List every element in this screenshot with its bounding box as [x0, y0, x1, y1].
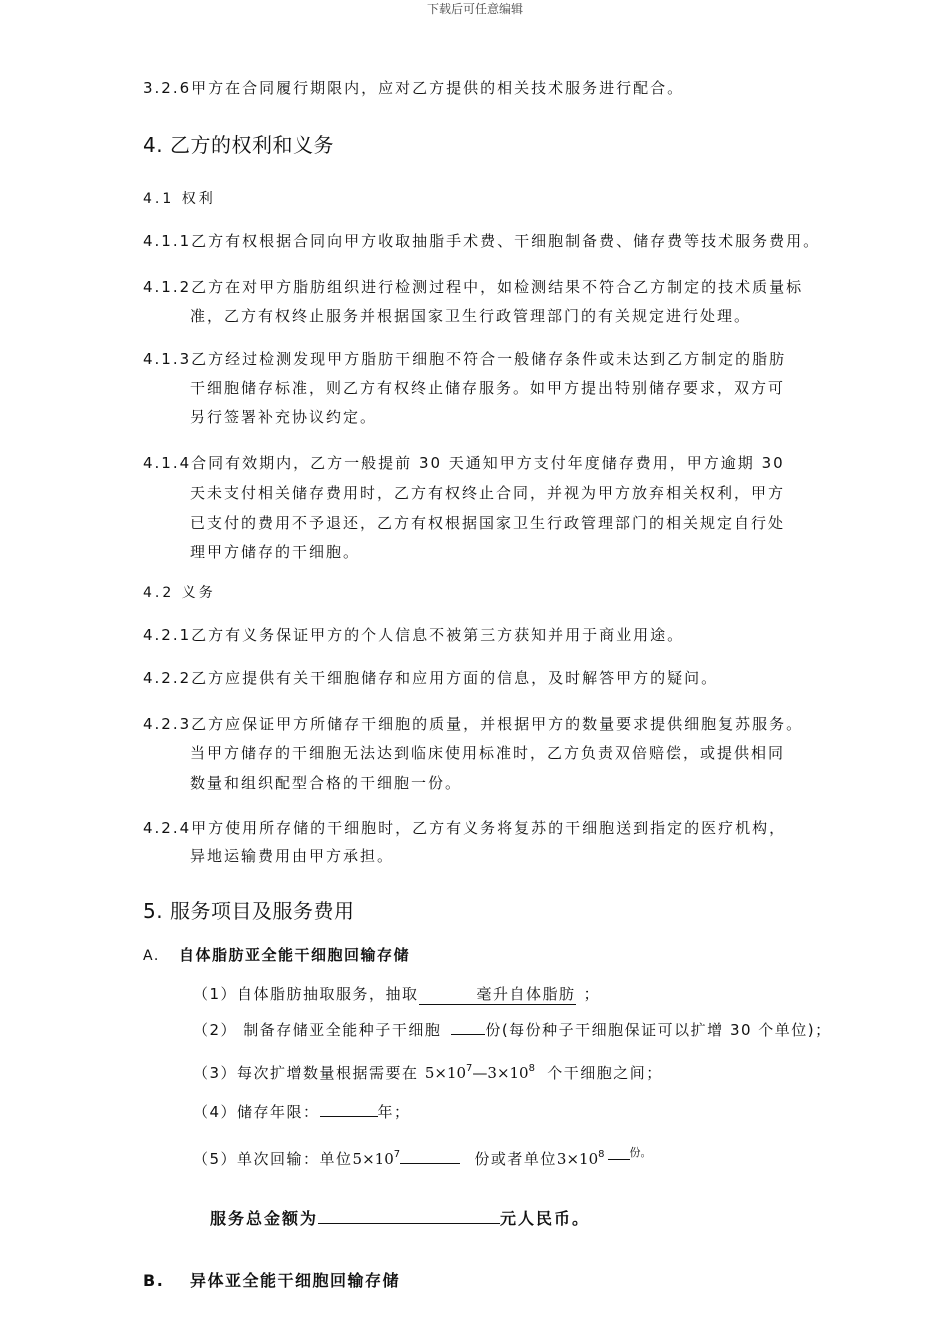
clause-text: 乙方应保证甲方所储存干细胞的质量，并根据甲方的数量要求提供细胞复苏服务。 [191, 715, 804, 733]
item-2-quantity-blank[interactable] [451, 1034, 485, 1035]
total-label: 服务总金额为 [210, 1209, 319, 1228]
clause-number: 4.2.4 [143, 819, 192, 837]
page-header: 下载后可任意编辑 [426, 2, 523, 16]
clause-4-1-4-line2: 天未支付相关储存费用时，乙方有权终止合同，并视为甲方放弃相关权利，甲方 [190, 484, 786, 502]
clause-4-1-4 [143, 452, 813, 473]
clause-4-2-1 [143, 624, 813, 645]
item-3-exp-high: 8 [528, 1063, 535, 1074]
clause-text: 乙方在对甲方脂肪组织进行检测过程中，如检测结果不符合乙方制定的技术质量标 [191, 278, 804, 296]
item-1-text: （1）自体脂肪抽取服务，抽取 [193, 985, 419, 1003]
clause-text: 甲方使用所存储的干细胞时，乙方有义务将复苏的干细胞送到指定的医疗机构， [191, 819, 787, 837]
clause-text: 乙方应提供有关干细胞储存和应用方面的信息，及时解答甲方的疑问。 [191, 669, 719, 687]
clause-number: 3.2.6 [143, 79, 192, 97]
clause-4-1-3 [143, 348, 813, 369]
clause-4-1-4-line4: 理甲方储存的干细胞。 [190, 543, 361, 561]
item-5-unit-low: 5×10 [352, 1150, 394, 1168]
clause-4-2-4 [143, 817, 813, 838]
subsection-4-1-label: 4.1 权利 [143, 191, 216, 207]
item-5-end: 份。 [629, 1146, 652, 1159]
service-a-item-1 [193, 983, 600, 1005]
clause-number: 4.1.4 [143, 454, 192, 472]
section-5-title: 5. 服务项目及服务费用 [143, 899, 355, 923]
subsection-4-2-label: 4.2 义务 [143, 585, 216, 601]
clause-4-2-3-line2: 当甲方储存的干细胞无法达到临床使用标准时，乙方负责双倍赔偿，或提供相同 [190, 744, 786, 762]
item-4-end: 年； [377, 1103, 411, 1121]
item-3-value-low: 5×10 [424, 1064, 467, 1082]
clause-4-1-3-line2: 干细胞储存标准，则乙方有权终止储存服务。如甲方提出特别储存要求，双方可 [190, 379, 786, 397]
item-5-unit-high: 3×10 [556, 1150, 599, 1168]
item-3-value-high: 3×10 [487, 1064, 529, 1082]
clause-number: 4.2.2 [143, 669, 192, 687]
service-a-item-3 [193, 1062, 663, 1083]
clause-number: 4.2.1 [143, 626, 192, 644]
item-5-exp-low: 7 [393, 1149, 401, 1160]
service-a-title: 自体脂肪亚全能干细胞回输存储 [179, 946, 411, 964]
total-amount-blank[interactable] [318, 1223, 500, 1224]
item-1-unit: 毫升自体脂肪 [476, 985, 576, 1003]
clause-4-1-3-line3: 另行签署补充协议约定。 [190, 408, 378, 426]
item-3-end: 个干细胞之间； [547, 1064, 663, 1082]
item-2-end: 份(每份种子干细胞保证可以扩增 30 个单位)； [485, 1021, 832, 1039]
item-5-text: （5）单次回输：单位 [193, 1150, 353, 1168]
clause-4-2-2 [143, 667, 813, 688]
service-a-item-5 [193, 1144, 652, 1169]
clause-4-1-2-line2: 准，乙方有权终止服务并根据国家卫生行政管理部门的有关规定进行处理。 [190, 307, 752, 325]
total-currency: 元人民币。 [500, 1209, 591, 1228]
service-a-letter: A. [143, 948, 160, 964]
item-5-exp-high: 8 [598, 1149, 605, 1160]
item-4-text: （4）储存年限： [193, 1103, 320, 1121]
item-3-dash: — [472, 1064, 488, 1082]
clause-text: 乙方有义务保证甲方的个人信息不被第三方获知并用于商业用途。 [191, 626, 685, 644]
item-3-text: （3）每次扩增数量根据需要在 [193, 1064, 419, 1082]
service-a-item-4 [193, 1101, 411, 1122]
item-5-mid-text: 份或者单位 [474, 1150, 557, 1168]
item-4-years-blank[interactable] [320, 1116, 378, 1117]
clause-4-2-3 [143, 713, 813, 734]
clause-number: 4.2.3 [143, 715, 192, 733]
clause-4-1-4-line3: 已支付的费用不予退还，乙方有权根据国家卫生行政管理部门的相关规定自行处 [190, 514, 786, 532]
clause-number: 4.1.1 [143, 232, 192, 250]
service-a-item-2 [193, 1019, 832, 1040]
section-4-title: 4. 乙方的权利和义务 [143, 133, 334, 157]
clause-4-1-2 [143, 276, 813, 297]
item-5-low-blank[interactable] [400, 1163, 460, 1164]
clause-4-1-1 [143, 230, 821, 251]
item-5-high-blank[interactable] [608, 1159, 630, 1160]
clause-number: 4.1.3 [143, 350, 192, 368]
clause-number: 4.1.2 [143, 278, 192, 296]
item-3-exp-low: 7 [466, 1063, 473, 1074]
item-1-end: ； [583, 985, 601, 1003]
service-b-heading [143, 1268, 400, 1291]
service-b-letter: B. [143, 1271, 165, 1290]
service-a-total [210, 1206, 590, 1229]
clause-text: 甲方在合同履行期限内，应对乙方提供的相关技术服务进行配合。 [191, 79, 685, 97]
clause-text: 乙方经过检测发现甲方脂肪干细胞不符合一般储存条件或未达到乙方制定的脂肪 [191, 350, 787, 368]
clause-4-2-3-line3: 数量和组织配型合格的干细胞一份。 [190, 774, 463, 792]
service-a-heading [143, 944, 410, 965]
service-b-title: 异体亚全能干细胞回输存储 [190, 1271, 401, 1290]
clause-3-2-6 [143, 77, 813, 98]
clause-text: 乙方有权根据合同向甲方收取抽脂手术费、干细胞制备费、储存费等技术服务费用。 [191, 232, 821, 250]
clause-4-2-4-line2: 异地运输费用由甲方承担。 [190, 847, 395, 865]
clause-text: 合同有效期内，乙方一般提前 30 天通知甲方支付年度储存费用，甲方逾期 30 [191, 454, 785, 472]
item-1-blank-with-unit[interactable] [419, 983, 576, 1005]
item-2-text: （2） 制备存储亚全能种子干细胞 [193, 1021, 442, 1039]
